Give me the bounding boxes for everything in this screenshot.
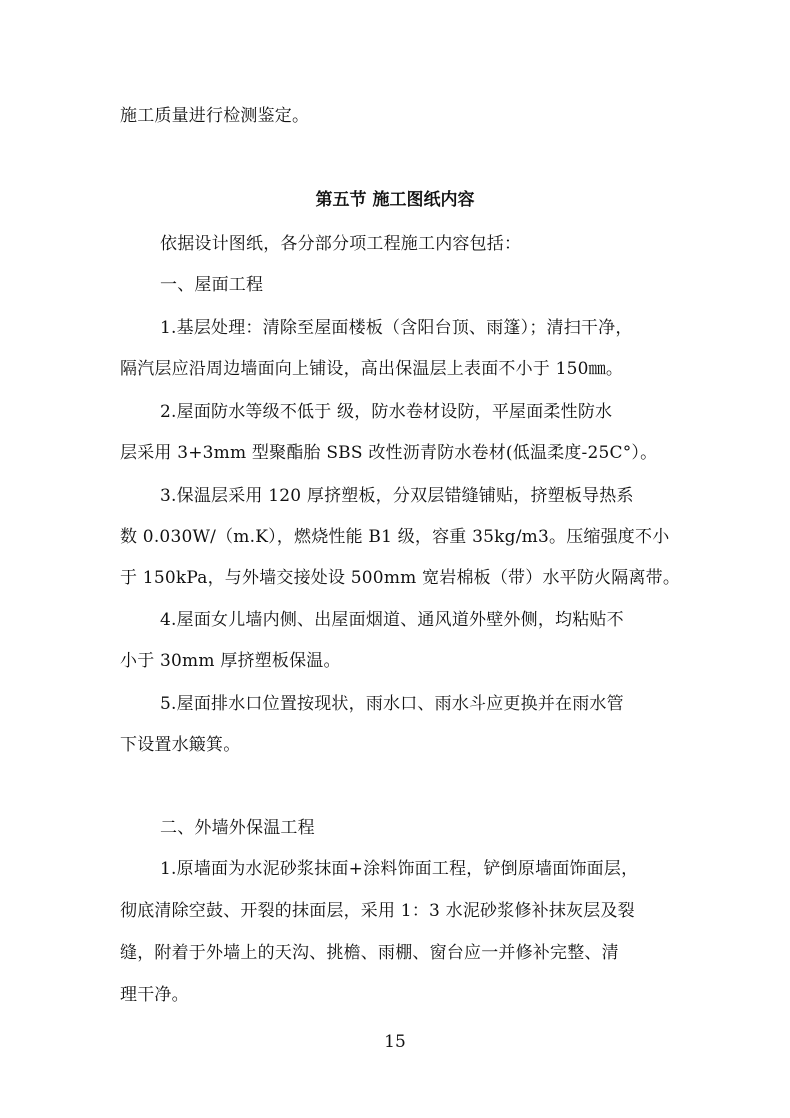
wall-item-1-line-3: 缝，附着于外墙上的天沟、挑檐、雨棚、窗台应一并修补完整、清 [120,943,619,963]
roof-item-3-line-1: 3.保温层采用 120 厚挤塑板，分双层错缝铺贴，挤塑板导热系 [160,486,634,506]
wall-heading: 二、外墙外保温工程 [160,818,315,838]
lead-text: 依据设计图纸，各分部分项工程施工内容包括： [160,234,522,254]
roof-item-1-line-2: 隔汽层应沿周边墙面向上铺设，高出保温层上表面不小于 150㎜。 [120,359,624,379]
roof-item-2-line-1: 2.屋面防水等级不低于 级，防水卷材设防，平屋面柔性防水 [160,402,613,422]
roof-item-4-line-1: 4.屋面女儿墙内侧、出屋面烟道、通风道外壁外侧，均粘贴不 [160,610,624,630]
wall-item-1-line-1: 1.原墙面为水泥砂浆抹面+涂料饰面工程，铲倒原墙面饰面层， [160,859,639,879]
roof-item-3-line-2: 数 0.030W/（m.K），燃烧性能 B1 级，容重 35kg/m3。压缩强度不小 [120,527,670,547]
section-title: 第五节 施工图纸内容 [315,190,475,210]
roof-item-4-line-2: 小于 30mm 厚挤塑板保温。 [120,651,341,671]
roof-item-5-line-2: 下设置水簸箕。 [120,735,241,755]
roof-item-1-line-1: 1.基层处理：清除至屋面楼板（含阳台顶、雨篷）；清扫干净， [160,318,633,338]
roof-item-5-line-1: 5.屋面排水口位置按现状，雨水口、雨水斗应更换并在雨水管 [160,694,624,714]
wall-item-1-line-2: 彻底清除空鼓、开裂的抹面层，采用 1：3 水泥砂浆修补抹灰层及裂 [120,901,635,921]
roof-heading: 一、屋面工程 [160,275,264,295]
page-number: 15 [384,1032,406,1052]
roof-item-2-line-2: 层采用 3+3mm 型聚酯胎 SBS 改性沥青防水卷材(低温柔度-25C°）。 [120,443,658,463]
intro-line: 施工质量进行检测鉴定。 [120,106,310,126]
wall-item-1-line-4: 理干净。 [120,985,189,1005]
roof-item-3-line-3: 于 150kPa，与外墙交接处设 500mm 宽岩棉板（带）水平防火隔离带。 [120,568,681,588]
